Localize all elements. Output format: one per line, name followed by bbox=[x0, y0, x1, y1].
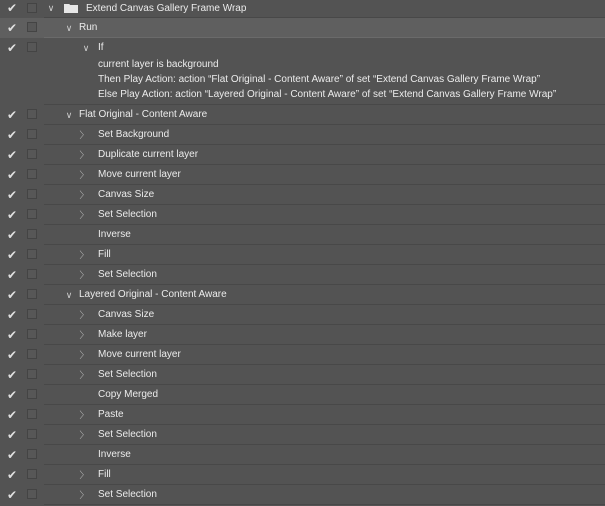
chevron-right-icon[interactable]: 〉 bbox=[79, 210, 89, 220]
toggle-check-icon[interactable]: ✔ bbox=[6, 128, 18, 142]
folder-icon bbox=[64, 3, 78, 13]
toggle-check-icon[interactable]: ✔ bbox=[6, 468, 18, 482]
action-label: Run bbox=[79, 22, 98, 33]
dialog-toggle-box[interactable] bbox=[27, 469, 37, 479]
chevron-down-icon[interactable]: ∨ bbox=[82, 43, 90, 53]
step-row[interactable] bbox=[0, 405, 605, 425]
dialog-toggle-box[interactable] bbox=[27, 329, 37, 339]
toggle-check-icon[interactable]: ✔ bbox=[6, 368, 18, 382]
dialog-toggle-box[interactable] bbox=[27, 149, 37, 159]
step-label: Fill bbox=[98, 249, 111, 260]
toggle-check-icon[interactable]: ✔ bbox=[6, 488, 18, 502]
dialog-toggle-box[interactable] bbox=[27, 429, 37, 439]
step-label: Inverse bbox=[98, 229, 131, 240]
chevron-right-icon[interactable]: 〉 bbox=[79, 470, 89, 480]
toggle-check-icon[interactable]: ✔ bbox=[6, 1, 18, 15]
step-row[interactable] bbox=[0, 185, 605, 205]
action-label: Flat Original - Content Aware bbox=[79, 109, 208, 120]
action-set-row[interactable] bbox=[0, 0, 605, 18]
dialog-toggle-box[interactable] bbox=[27, 449, 37, 459]
step-row[interactable] bbox=[0, 345, 605, 365]
step-row[interactable] bbox=[0, 305, 605, 325]
dialog-toggle-box[interactable] bbox=[27, 389, 37, 399]
step-row[interactable] bbox=[0, 425, 605, 445]
step-label: Set Selection bbox=[98, 489, 157, 500]
step-row[interactable] bbox=[0, 125, 605, 145]
step-row[interactable] bbox=[0, 325, 605, 345]
toggle-check-icon[interactable]: ✔ bbox=[6, 268, 18, 282]
step-label: Duplicate current layer bbox=[98, 149, 199, 160]
step-label: Set Selection bbox=[98, 429, 157, 440]
chevron-right-icon[interactable]: 〉 bbox=[79, 310, 89, 320]
dialog-toggle-box[interactable] bbox=[27, 309, 37, 319]
toggle-check-icon[interactable]: ✔ bbox=[6, 388, 18, 402]
chevron-right-icon[interactable]: 〉 bbox=[79, 270, 89, 280]
toggle-check-icon[interactable]: ✔ bbox=[6, 448, 18, 462]
step-row[interactable] bbox=[0, 165, 605, 185]
dialog-toggle-box[interactable] bbox=[27, 42, 37, 52]
step-label: Make layer bbox=[98, 329, 147, 340]
dialog-toggle-box[interactable] bbox=[27, 269, 37, 279]
chevron-right-icon[interactable]: 〉 bbox=[79, 190, 89, 200]
dialog-toggle-box[interactable] bbox=[27, 349, 37, 359]
step-row[interactable] bbox=[0, 145, 605, 165]
toggle-check-icon[interactable]: ✔ bbox=[6, 428, 18, 442]
dialog-toggle-box[interactable] bbox=[27, 169, 37, 179]
step-row[interactable] bbox=[0, 465, 605, 485]
step-row[interactable] bbox=[0, 385, 605, 405]
if-condition-text: current layer is background bbox=[98, 59, 219, 70]
dialog-toggle-box[interactable] bbox=[27, 229, 37, 239]
step-label: Set Selection bbox=[98, 209, 157, 220]
chevron-down-icon[interactable]: ∨ bbox=[65, 110, 73, 120]
toggle-check-icon[interactable]: ✔ bbox=[6, 168, 18, 182]
step-label: Canvas Size bbox=[98, 309, 155, 320]
chevron-right-icon[interactable]: 〉 bbox=[79, 250, 89, 260]
chevron-right-icon[interactable]: 〉 bbox=[79, 430, 89, 440]
if-then-text: Then Play Action: action “Flat Original - Content Aware” of set “Extend Canvas Gallery Frame Wrap” bbox=[98, 74, 541, 85]
step-label: Set Background bbox=[98, 129, 170, 140]
toggle-check-icon[interactable]: ✔ bbox=[6, 148, 18, 162]
chevron-right-icon[interactable]: 〉 bbox=[79, 330, 89, 340]
step-row[interactable] bbox=[0, 445, 605, 465]
dialog-toggle-box[interactable] bbox=[27, 369, 37, 379]
chevron-right-icon[interactable]: 〉 bbox=[79, 130, 89, 140]
step-row[interactable] bbox=[0, 225, 605, 245]
toggle-check-icon[interactable]: ✔ bbox=[6, 328, 18, 342]
step-label: Fill bbox=[98, 469, 111, 480]
chevron-right-icon[interactable]: 〉 bbox=[79, 150, 89, 160]
dialog-toggle-box[interactable] bbox=[27, 249, 37, 259]
toggle-check-icon[interactable]: ✔ bbox=[6, 41, 18, 55]
dialog-toggle-box[interactable] bbox=[27, 209, 37, 219]
chevron-right-icon[interactable]: 〉 bbox=[79, 370, 89, 380]
step-row-if[interactable] bbox=[0, 38, 605, 105]
toggle-check-icon[interactable]: ✔ bbox=[6, 188, 18, 202]
action-row-run[interactable] bbox=[0, 18, 605, 38]
dialog-toggle-box[interactable] bbox=[27, 409, 37, 419]
step-label: Copy Merged bbox=[98, 389, 159, 400]
step-label: Set Selection bbox=[98, 269, 157, 280]
chevron-down-icon[interactable]: ∨ bbox=[65, 23, 73, 33]
step-row[interactable] bbox=[0, 265, 605, 285]
chevron-right-icon[interactable]: 〉 bbox=[79, 350, 89, 360]
step-label: Move current layer bbox=[98, 169, 181, 180]
step-row[interactable] bbox=[0, 205, 605, 225]
chevron-down-icon[interactable]: ∨ bbox=[65, 290, 73, 300]
toggle-check-icon[interactable]: ✔ bbox=[6, 108, 18, 122]
step-row[interactable] bbox=[0, 485, 605, 505]
step-label: Move current layer bbox=[98, 349, 181, 360]
toggle-check-icon[interactable]: ✔ bbox=[6, 248, 18, 262]
step-label: Canvas Size bbox=[98, 189, 155, 200]
action-row[interactable] bbox=[0, 105, 605, 125]
toggle-check-icon[interactable]: ✔ bbox=[6, 408, 18, 422]
dialog-toggle-box[interactable] bbox=[27, 109, 37, 119]
chevron-right-icon[interactable]: 〉 bbox=[79, 170, 89, 180]
chevron-down-icon[interactable]: ∨ bbox=[47, 3, 55, 13]
chevron-right-icon[interactable]: 〉 bbox=[79, 490, 89, 500]
toggle-check-icon[interactable]: ✔ bbox=[6, 208, 18, 222]
dialog-toggle-box[interactable] bbox=[27, 129, 37, 139]
step-label: Inverse bbox=[98, 449, 131, 460]
chevron-right-icon[interactable]: 〉 bbox=[79, 410, 89, 420]
step-row[interactable] bbox=[0, 365, 605, 385]
action-label: Layered Original - Content Aware bbox=[79, 289, 227, 300]
dialog-toggle-box[interactable] bbox=[27, 489, 37, 499]
action-set-title: Extend Canvas Gallery Frame Wrap bbox=[86, 3, 247, 14]
action-row[interactable] bbox=[0, 285, 605, 305]
toggle-check-icon[interactable]: ✔ bbox=[6, 308, 18, 322]
dialog-toggle-box[interactable] bbox=[27, 3, 37, 13]
step-label: Paste bbox=[98, 409, 124, 420]
dialog-toggle-box[interactable] bbox=[27, 189, 37, 199]
toggle-check-icon[interactable]: ✔ bbox=[6, 21, 18, 35]
dialog-toggle-box[interactable] bbox=[27, 22, 37, 32]
toggle-check-icon[interactable]: ✔ bbox=[6, 288, 18, 302]
if-else-text: Else Play Action: action “Layered Original - Content Aware” of set “Extend Canvas Gallery Frame Wrap” bbox=[98, 89, 557, 100]
step-label: If bbox=[98, 42, 104, 53]
toggle-check-icon[interactable]: ✔ bbox=[6, 348, 18, 362]
toggle-check-icon[interactable]: ✔ bbox=[6, 228, 18, 242]
dialog-toggle-box[interactable] bbox=[27, 289, 37, 299]
step-label: Set Selection bbox=[98, 369, 157, 380]
step-row[interactable] bbox=[0, 245, 605, 265]
